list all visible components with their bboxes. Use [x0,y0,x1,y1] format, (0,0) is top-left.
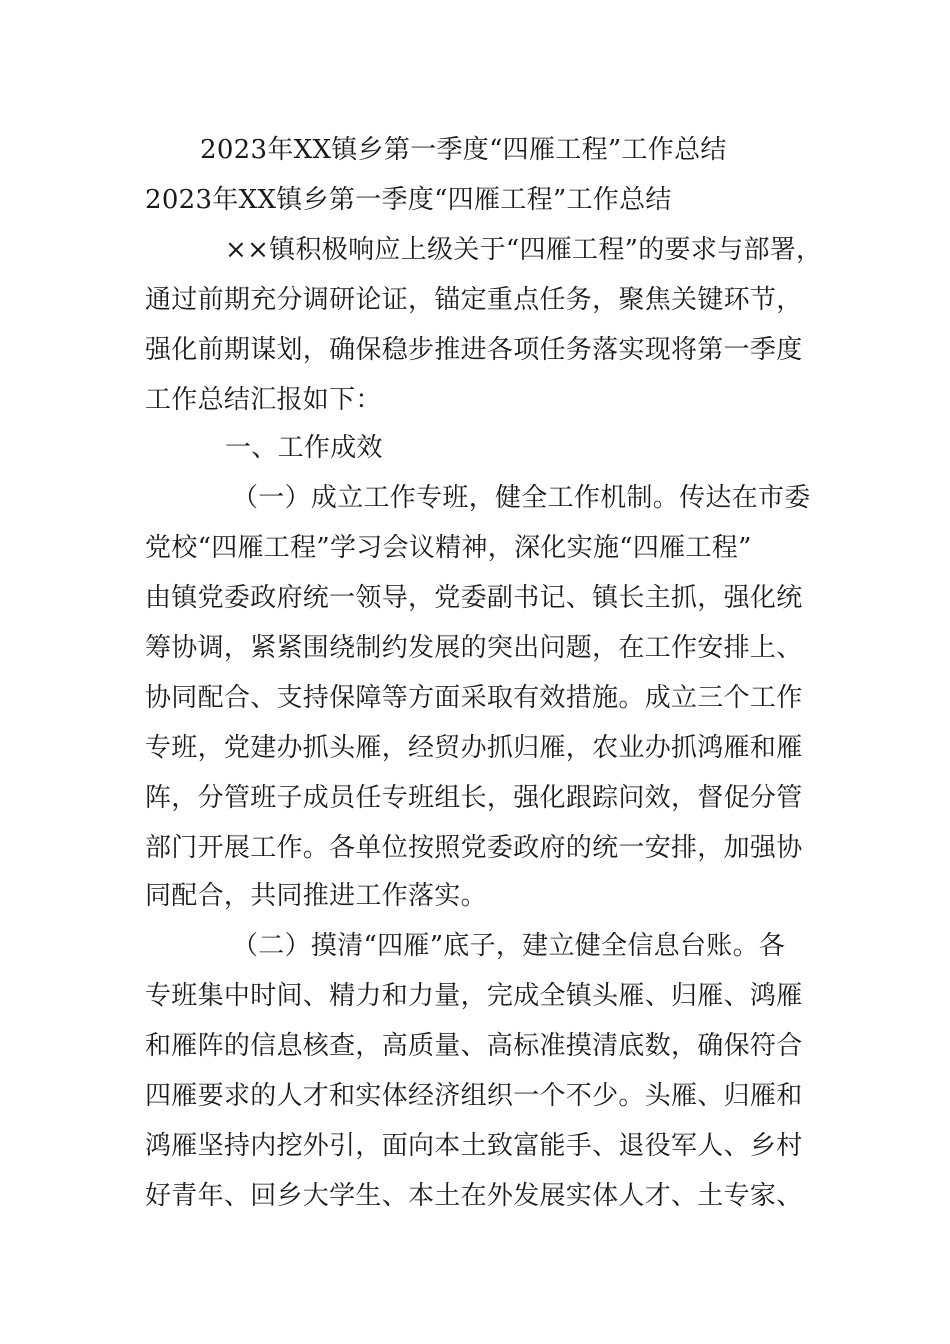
text-line: ××镇积极响应上级关于“四雁工程”的要求与部署， [225,235,823,265]
document-title: 2023年XX镇乡第一季度“四雁工程”工作总结 [200,135,727,165]
text-line: 通过前期充分调研论证，锚定重点任务，聚焦关键环节， [145,285,803,315]
text-line: 和雁阵的信息核查，高质量、高标准摸清底数，确保符合 [145,1031,803,1061]
text-line: 由镇党委政府统一领导，党委副书记、镇长主抓，强化统 [145,583,803,613]
text-line: 专班集中时间、精力和力量，完成全镇头雁、归雁、鸿雁 [145,981,803,1011]
document-title-repeat: 2023年XX镇乡第一季度“四雁工程”工作总结 [145,185,672,215]
text-line: 阵，分管班子成员任专班组长，强化跟踪问效，督促分管 [145,783,803,813]
text-line: 协同配合、支持保障等方面采取有效措施。成立三个工作 [145,683,803,713]
text-line: 党校“四雁工程”学习会议精神，深化实施“四雁工程” [145,533,752,563]
text-line: 部门开展工作。各单位按照党委政府的统一安排，加强协 [145,833,803,863]
text-line: 强化前期谋划，确保稳步推进各项任务落实现将第一季度 [145,335,803,365]
text-line: 四雁要求的人才和实体经济组织一个不少。头雁、归雁和 [145,1081,803,1111]
text-line: 专班，党建办抓头雁，经贸办抓归雁，农业办抓鸿雁和雁 [145,733,803,763]
text-line: 鸿雁坚持内挖外引，面向本土致富能手、退役军人、乡村 [145,1131,803,1161]
text-line: 工作总结汇报如下： [145,385,382,415]
text-line: 同配合，共同推进工作落实。 [145,881,487,911]
text-line: 好青年、回乡大学生、本土在外发展实体人才、土专家、 [145,1181,803,1211]
text-line: （一）成立工作专班，健全工作机制。传达在市委 [232,483,811,513]
text-line: （二）摸清“四雁”底子，建立健全信息台账。各 [232,931,786,961]
text-line: 筹协调，紧紧围绕制约发展的突出问题，在工作安排上、 [145,633,803,663]
section-heading: 一、工作成效 [225,433,383,463]
